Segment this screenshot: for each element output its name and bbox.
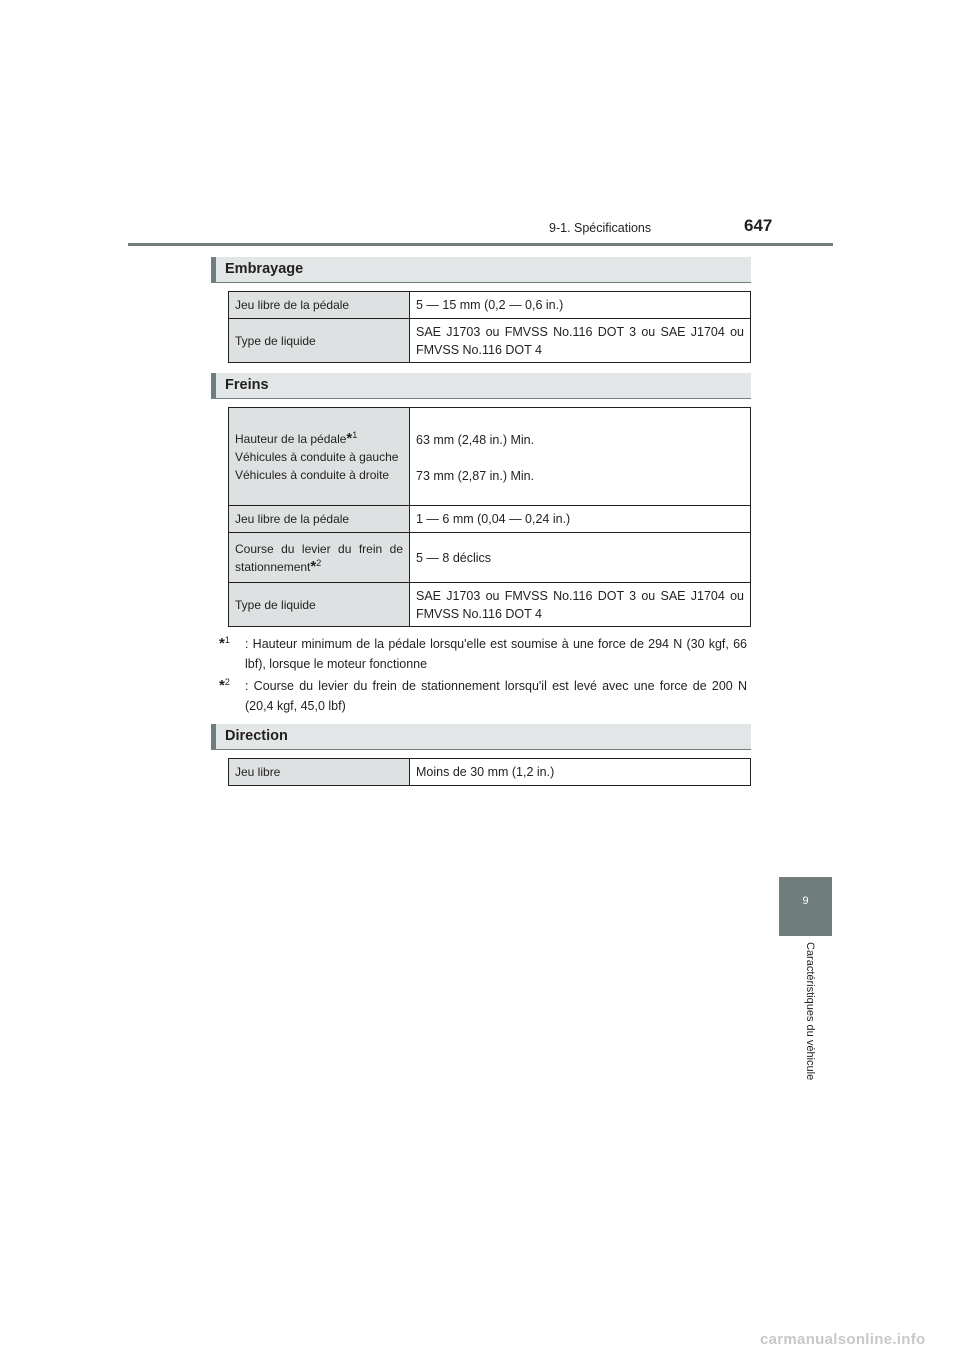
spec-key: Course du levier du frein de stationnement*$^2$	[229, 533, 410, 583]
spec-key-main: Course du levier du frein de stationnement	[235, 541, 403, 574]
chapter-tab	[779, 877, 832, 936]
spec-key: Type de liquide	[229, 319, 410, 363]
spec-value: 5 — 15 mm (0,2 — 0,6 in.)	[410, 292, 751, 319]
spec-value: 5 — 8 déclics	[410, 533, 751, 583]
section-title: Freins	[225, 377, 269, 393]
table-row	[229, 583, 751, 627]
embrayage-table	[228, 291, 751, 363]
section-title: Direction	[225, 728, 288, 744]
footnote-mark: 1	[224, 634, 230, 645]
page-number: 647	[744, 216, 773, 235]
section-heading-direction	[211, 724, 751, 750]
chapter-tab-number: 9	[802, 895, 809, 907]
spec-subkey: Véhicules à conduite à gauche	[235, 449, 399, 464]
watermark: carmanualsonline.info	[760, 1331, 926, 1348]
spec-value	[410, 408, 751, 506]
spec-value: Moins de 30 mm (1,2 in.)	[410, 759, 751, 786]
table-row	[229, 319, 751, 363]
footnote-ref: 2	[316, 557, 322, 568]
direction-table	[228, 758, 751, 786]
section-heading-embrayage	[211, 257, 751, 283]
section-heading-freins	[211, 373, 751, 399]
footnote-ref: 1	[352, 429, 358, 440]
spec-key-main: Hauteur de la pédale	[235, 431, 347, 446]
footnote-mark: 2	[224, 676, 230, 687]
spec-value-left: 63 mm (2,48 in.) Min.	[416, 433, 535, 447]
header-rule	[128, 243, 833, 246]
footnote: *$^2$ : Course du levier du frein de stationnement lorsqu'il est levé avec une force de 200 N (20,4 kgf, 45,0 lbf)	[219, 676, 747, 716]
spec-value: SAE J1703 ou FMVSS No.116 DOT 3 ou SAE J1704 ou FMVSS No.116 DOT 4	[410, 583, 751, 627]
spec-value-right: 73 mm (2,87 in.) Min.	[416, 469, 535, 483]
spec-subkey: Véhicules à conduite à droite	[235, 467, 390, 482]
footnote-text: : Course du levier du frein de stationnement lorsqu'il est levé avec une force de 200 N (20,4 kgf, 45,0 lbf)	[245, 679, 747, 713]
table-row	[229, 533, 751, 583]
running-header-section: 9-1. Spécifications	[549, 221, 652, 235]
section-title: Embrayage	[225, 261, 304, 277]
spec-value: 1 — 6 mm (0,04 — 0,24 in.)	[410, 506, 751, 533]
table-row	[229, 506, 751, 533]
table-row	[229, 408, 751, 506]
spec-key: Hauteur de la pédale*$^1$ Véhicules à conduite à gauche Véhicules à conduite à droite	[229, 408, 410, 506]
spec-key: Type de liquide	[229, 583, 410, 627]
footnote-text: : Hauteur minimum de la pédale lorsqu'elle est soumise à une force de 294 N (30 kgf, 66 lbf), lorsque le moteur fonctionne	[245, 637, 747, 671]
footnote: *$^1$ : Hauteur minimum de la pédale lorsqu'elle est soumise à une force de 294 N (30 kgf, 66 lbf), lorsque le moteur fonctionne	[219, 634, 747, 674]
spec-key: Jeu libre	[229, 759, 410, 786]
chapter-tab-label: Caractéristiques du véhicule	[804, 942, 816, 1081]
freins-table	[228, 407, 751, 627]
spec-key: Jeu libre de la pédale	[229, 506, 410, 533]
spec-value: SAE J1703 ou FMVSS No.116 DOT 3 ou SAE J1704 ou FMVSS No.116 DOT 4	[410, 319, 751, 363]
spec-key: Jeu libre de la pédale	[229, 292, 410, 319]
table-row	[229, 292, 751, 319]
table-row	[229, 759, 751, 786]
